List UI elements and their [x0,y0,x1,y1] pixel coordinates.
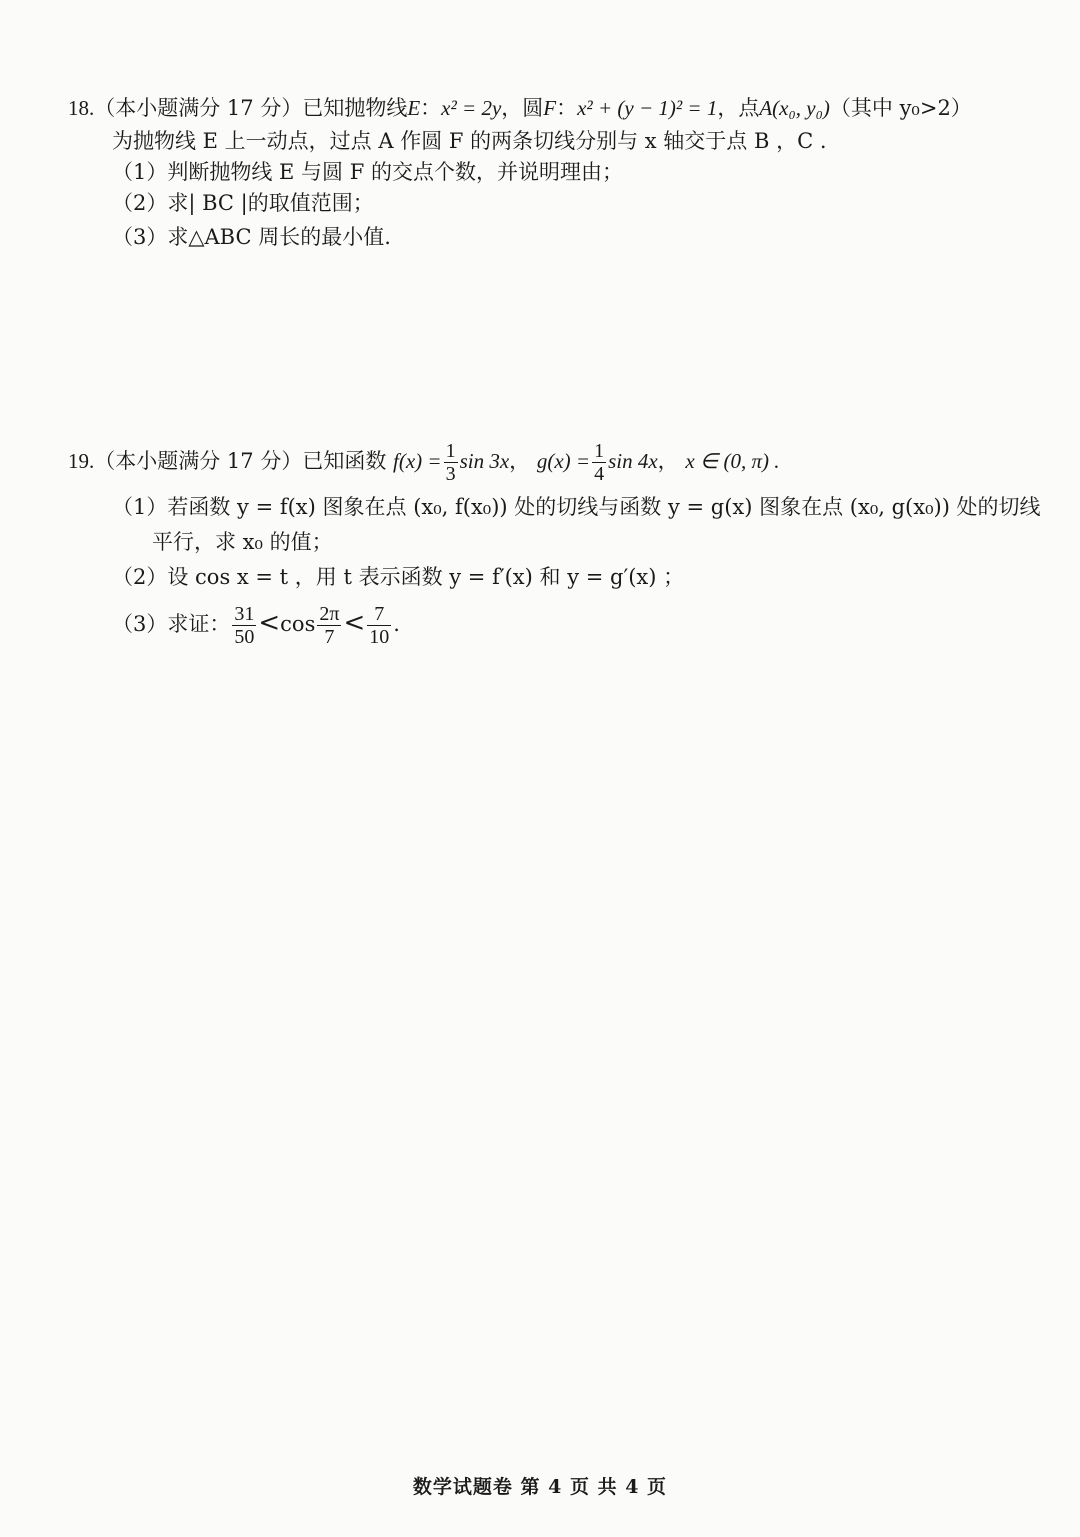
q19-part1-b: 平行，求 x₀ 的值； [152,530,333,554]
q19-ineq-right-den: 10 [369,626,390,648]
q19-f-numerator: 1 [445,440,456,462]
q19-ineq-left-den: 50 [234,626,255,648]
q19-ineq-mid-den: 7 [317,625,341,648]
q19-part2: （2）设 cos x = t ，用 t 表示函数 y = f′(x) 和 y = g′(x) ； [112,565,685,589]
q19-g-rhs: sin 4x [608,449,658,473]
q18-curve-f: F [543,96,557,120]
q19-g-fraction [592,440,606,485]
q19-intro: 已知函数 [302,449,387,473]
q19-f-lhs: f(x) = [393,449,442,473]
q18-line1: 18.（本小题满分 17 分）已知抛物线E：x² = 2y，圆F：x² + (y − 1)² = 1，点A(x₀, y₀)（其中 y₀>2） [68,96,972,120]
q19-g-denominator: 4 [594,463,605,485]
q18-point-label: ，点 [717,96,760,120]
q19-part3 [112,598,400,649]
q19-domain: x ∈ (0, π) . [685,449,780,473]
q19-part1-a: （1）若函数 y = f(x) 图象在点 (x₀, f(x₀)) 处的切线与函数 y = g(x) 图象在点 (x₀, g(x₀)) 处的切线 [112,495,1041,519]
q18-curve-e: E [407,96,421,120]
q19-ineq-left-num: 31 [234,603,255,625]
q18-part1: （1）判断抛物线 E 与圆 F 的交点个数，并说明理由； [112,160,623,184]
q19-score: （本小题满分 17 分） [94,449,303,473]
q19-ineq-right-fraction [367,603,391,648]
q19-ineq-cos: cos [280,612,316,636]
q19-g-numerator: 1 [594,440,605,462]
q19-ineq-mid-fraction [317,603,341,648]
q19-ineq-mid-num: 2π [319,603,340,625]
q18-circle-label: ，圆 [501,96,544,120]
q18-eq-f: x² + (y − 1)² = 1 [577,96,718,120]
q18-condition: （其中 y₀>2） [829,96,972,120]
page-footer: 数学试题卷 第 4 页 共 4 页 [412,1476,668,1498]
q18-line2: 为抛物线 E 上一动点，过点 A 作圆 F 的两条切线分别与 x 轴交于点 B ，C . [112,129,827,153]
q19-line1: 19.（本小题满分 17 分）已知函数 f(x) = $\frac{1}{3}$ sin 3x， g(x) = $\frac{1}{4}$ sin 4x， x ∈ (0, π) . [68,440,780,485]
q19-f-denominator: 3 [445,463,456,485]
q18-number: 18. [68,96,95,120]
q18-point-a: A(x₀, y₀) [759,96,830,120]
q18-part3: （3）求△ABC 周长的最小值. [112,225,391,249]
q19-f-rhs: sin 3x [459,449,510,473]
q19-f-fraction [444,440,458,485]
q19-number: 19. [68,449,95,473]
q19-part3-prefix: （3）求证： [112,612,231,636]
q18-part2: （2）求| BC |的取值范围； [112,191,374,215]
q19-ineq-left-fraction [232,603,256,648]
q19-ineq-end: . [393,612,400,636]
q19-ineq-lt2: < [343,608,366,638]
q19-ineq-right-num: 7 [374,603,385,625]
q18-eq-e: x² = 2y [441,96,502,120]
q18-score: （本小题满分 17 分） [94,96,303,120]
q19-g-lhs: g(x) = [536,449,591,473]
q19-ineq-lt1: < [258,608,281,638]
q18-intro: 已知抛物线 [302,96,408,120]
